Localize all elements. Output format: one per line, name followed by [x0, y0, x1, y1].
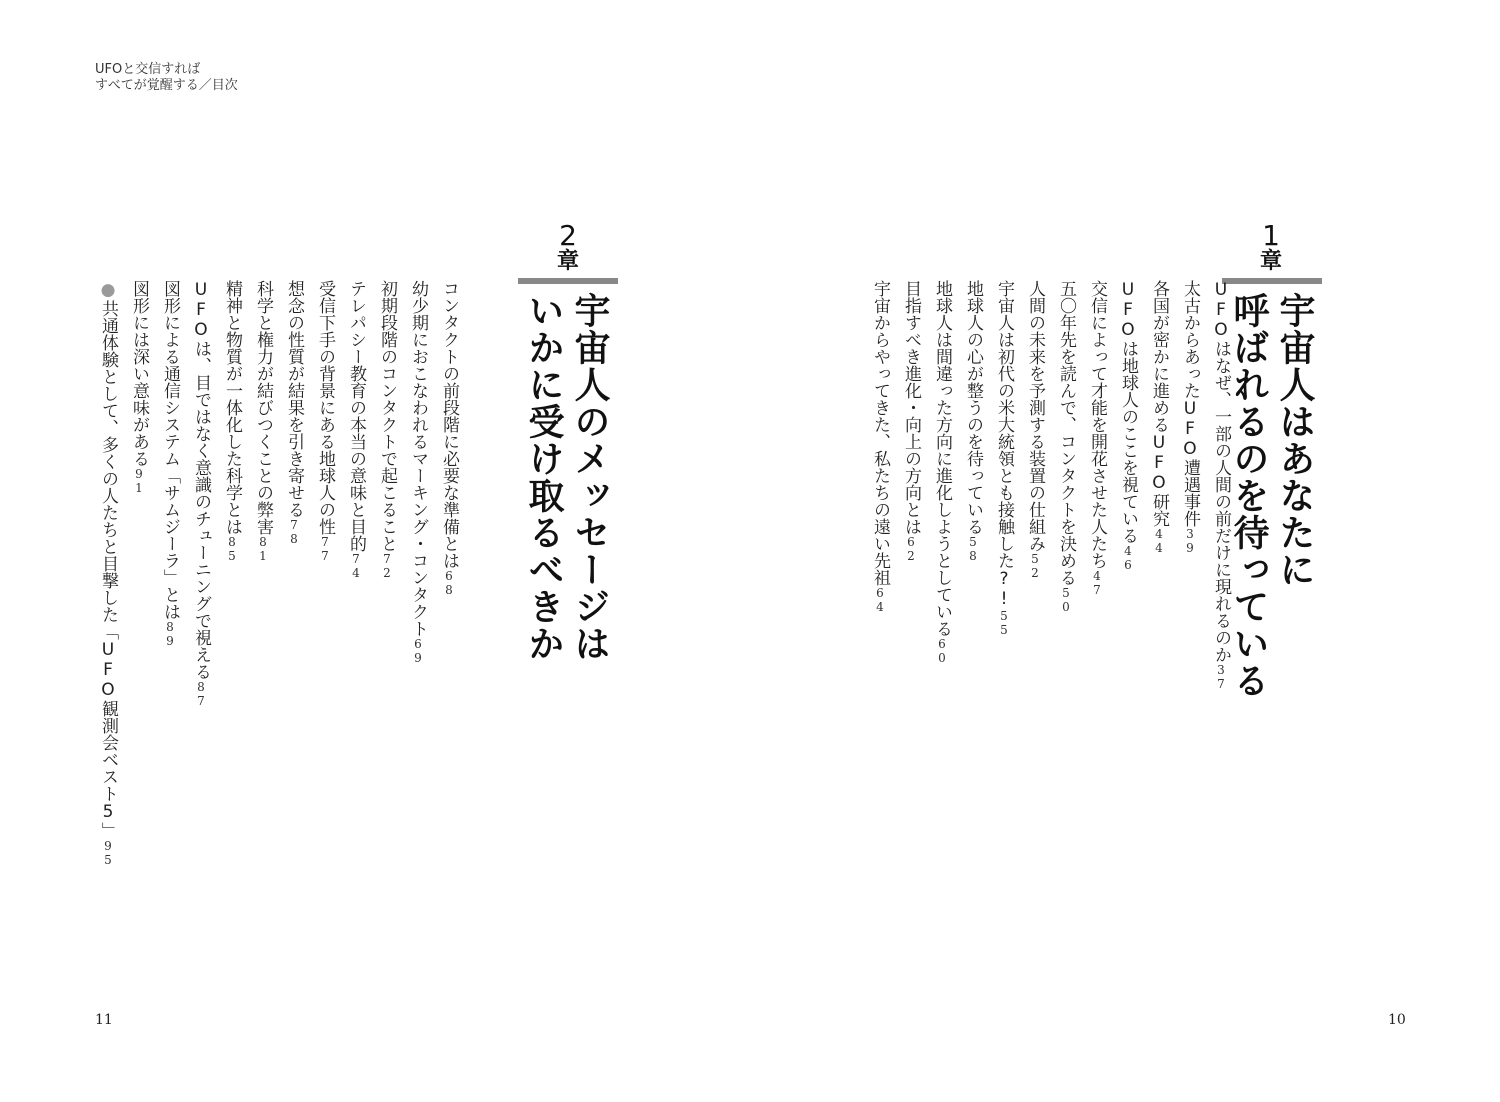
toc-entry-page: 95 [101, 839, 115, 867]
chapter-2-toc [98, 280, 490, 867]
toc-entry-page: 58 [966, 535, 980, 563]
toc-entry-title: 受信下手の背景にある地球人の性 [315, 280, 335, 535]
toc-entry-title: 想念の性質が結果を引き寄せる [284, 280, 304, 518]
toc-entry [1211, 280, 1262, 691]
toc-entry-title: 交信によって才能を開花させた人たち [1087, 280, 1107, 569]
toc-entry-title: UFOは、目ではなく意識のチューニングで視える [191, 280, 211, 680]
toc-entry-page: 62 [904, 535, 918, 563]
toc-entry-page: 39 [1183, 527, 1197, 555]
header-line-1: UFOと交信すれば [95, 62, 201, 77]
toc-entry-page: 68 [442, 569, 456, 597]
toc-entry-title: 太古からあったUFO遭遇事件 [1180, 280, 1200, 527]
toc-entry-page: 91 [132, 467, 146, 495]
toc-entry-page: 72 [380, 552, 394, 580]
toc-entry-page: 77 [318, 535, 332, 563]
toc-entry-page: 74 [349, 552, 363, 580]
toc-entry-title: 各国が密かに進めるUFO研究 [1149, 280, 1169, 527]
toc-entry-title: 宇宙からやってきた、私たちの遠い先祖 [870, 280, 890, 586]
header-line-2: すべてが覚醒する／目次 [95, 78, 238, 93]
toc-entry-title: 宇宙人は初代の米大統領とも接触した?! [994, 280, 1014, 609]
toc-entry-title: テレパシー教育の本当の意味と目的 [346, 280, 366, 552]
toc-entry-title: コンタクトの前段階に必要な準備とは [439, 280, 459, 569]
toc-entry-page: 85 [225, 535, 239, 563]
toc-entry [439, 280, 490, 867]
chapter-2-title-line-2: いかに受け取るべきか [523, 292, 564, 662]
toc-entry-page: 89 [163, 620, 177, 648]
bullet-icon: ● [98, 280, 118, 300]
toc-entry-page: 81 [256, 535, 270, 563]
toc-entry-title: 地球人は間違った方向に進化しようとしている [932, 280, 952, 637]
toc-entry-page: 87 [194, 680, 208, 708]
chapter-1-kanji: 章 [1259, 249, 1282, 274]
toc-entry-title: 目指すべき進化・向上の方向とは [901, 280, 921, 535]
chapter-2-digit: 2 [559, 219, 577, 252]
toc-entry-page: 47 [1090, 569, 1104, 597]
toc-entry-page: 55 [997, 609, 1011, 637]
toc-entry-title: 人間の未来を予測する装置の仕組み [1025, 280, 1045, 552]
toc-entry-title: UFOは地球人のここを視ている [1118, 280, 1138, 544]
chapter-1-digit: 1 [1262, 219, 1280, 252]
chapter-2-kanji: 章 [556, 249, 579, 274]
toc-entry-title: 五〇年先を読んで、コンタクトを決める [1056, 280, 1076, 586]
toc-entry-title: 初期段階のコンタクトで起こること [377, 280, 397, 552]
chapter-2-number [545, 219, 591, 274]
chapter-1-number [1248, 219, 1294, 274]
chapter-1-toc [870, 280, 1262, 691]
toc-entry-title: UFOはなぜ、一部の人間の前だけに現れるのか [1211, 280, 1231, 663]
toc-entry-page: 78 [287, 518, 301, 546]
chapter-1-title-line-1: 宇宙人はあなたに [1274, 292, 1315, 588]
toc-entry-title: 共通体験として、多くの人たちと目撃した「UFO観測会ベスト5」 [98, 300, 118, 839]
toc-entry-title: 科学と権力が結びつくことの弊害 [253, 280, 273, 535]
chapter-2-title-line-1: 宇宙人のメッセージは [569, 292, 610, 662]
chapter-1-title-line-2: 呼ばれるのを待っている [1228, 292, 1269, 699]
page-number-right: 10 [1388, 1012, 1406, 1028]
toc-entry-page: 44 [1152, 527, 1166, 555]
toc-entry-page: 50 [1059, 586, 1073, 614]
chapter-2-title [520, 292, 612, 662]
toc-entry-title: 幼少期におこなわれるマーキング・コンタクト [408, 280, 428, 637]
toc-entry-page: 69 [411, 637, 425, 665]
running-header [95, 62, 238, 94]
toc-entry-page: 64 [873, 586, 887, 614]
toc-entry-page: 52 [1028, 552, 1042, 580]
toc-entry-title: 図形による通信システム「サムジーラ」とは [160, 280, 180, 620]
toc-entry-title: 地球人の心が整うのを待っている [963, 280, 983, 535]
toc-entry-page: 60 [935, 637, 949, 665]
toc-entry-page: 37 [1214, 663, 1228, 691]
toc-entry-page: 46 [1121, 544, 1135, 572]
chapter-2-rule [518, 278, 618, 284]
page-number-left: 11 [95, 1012, 113, 1028]
toc-entry-title: 図形には深い意味がある [129, 280, 149, 467]
toc-entry-title: 精神と物質が一体化した科学とは [222, 280, 242, 535]
